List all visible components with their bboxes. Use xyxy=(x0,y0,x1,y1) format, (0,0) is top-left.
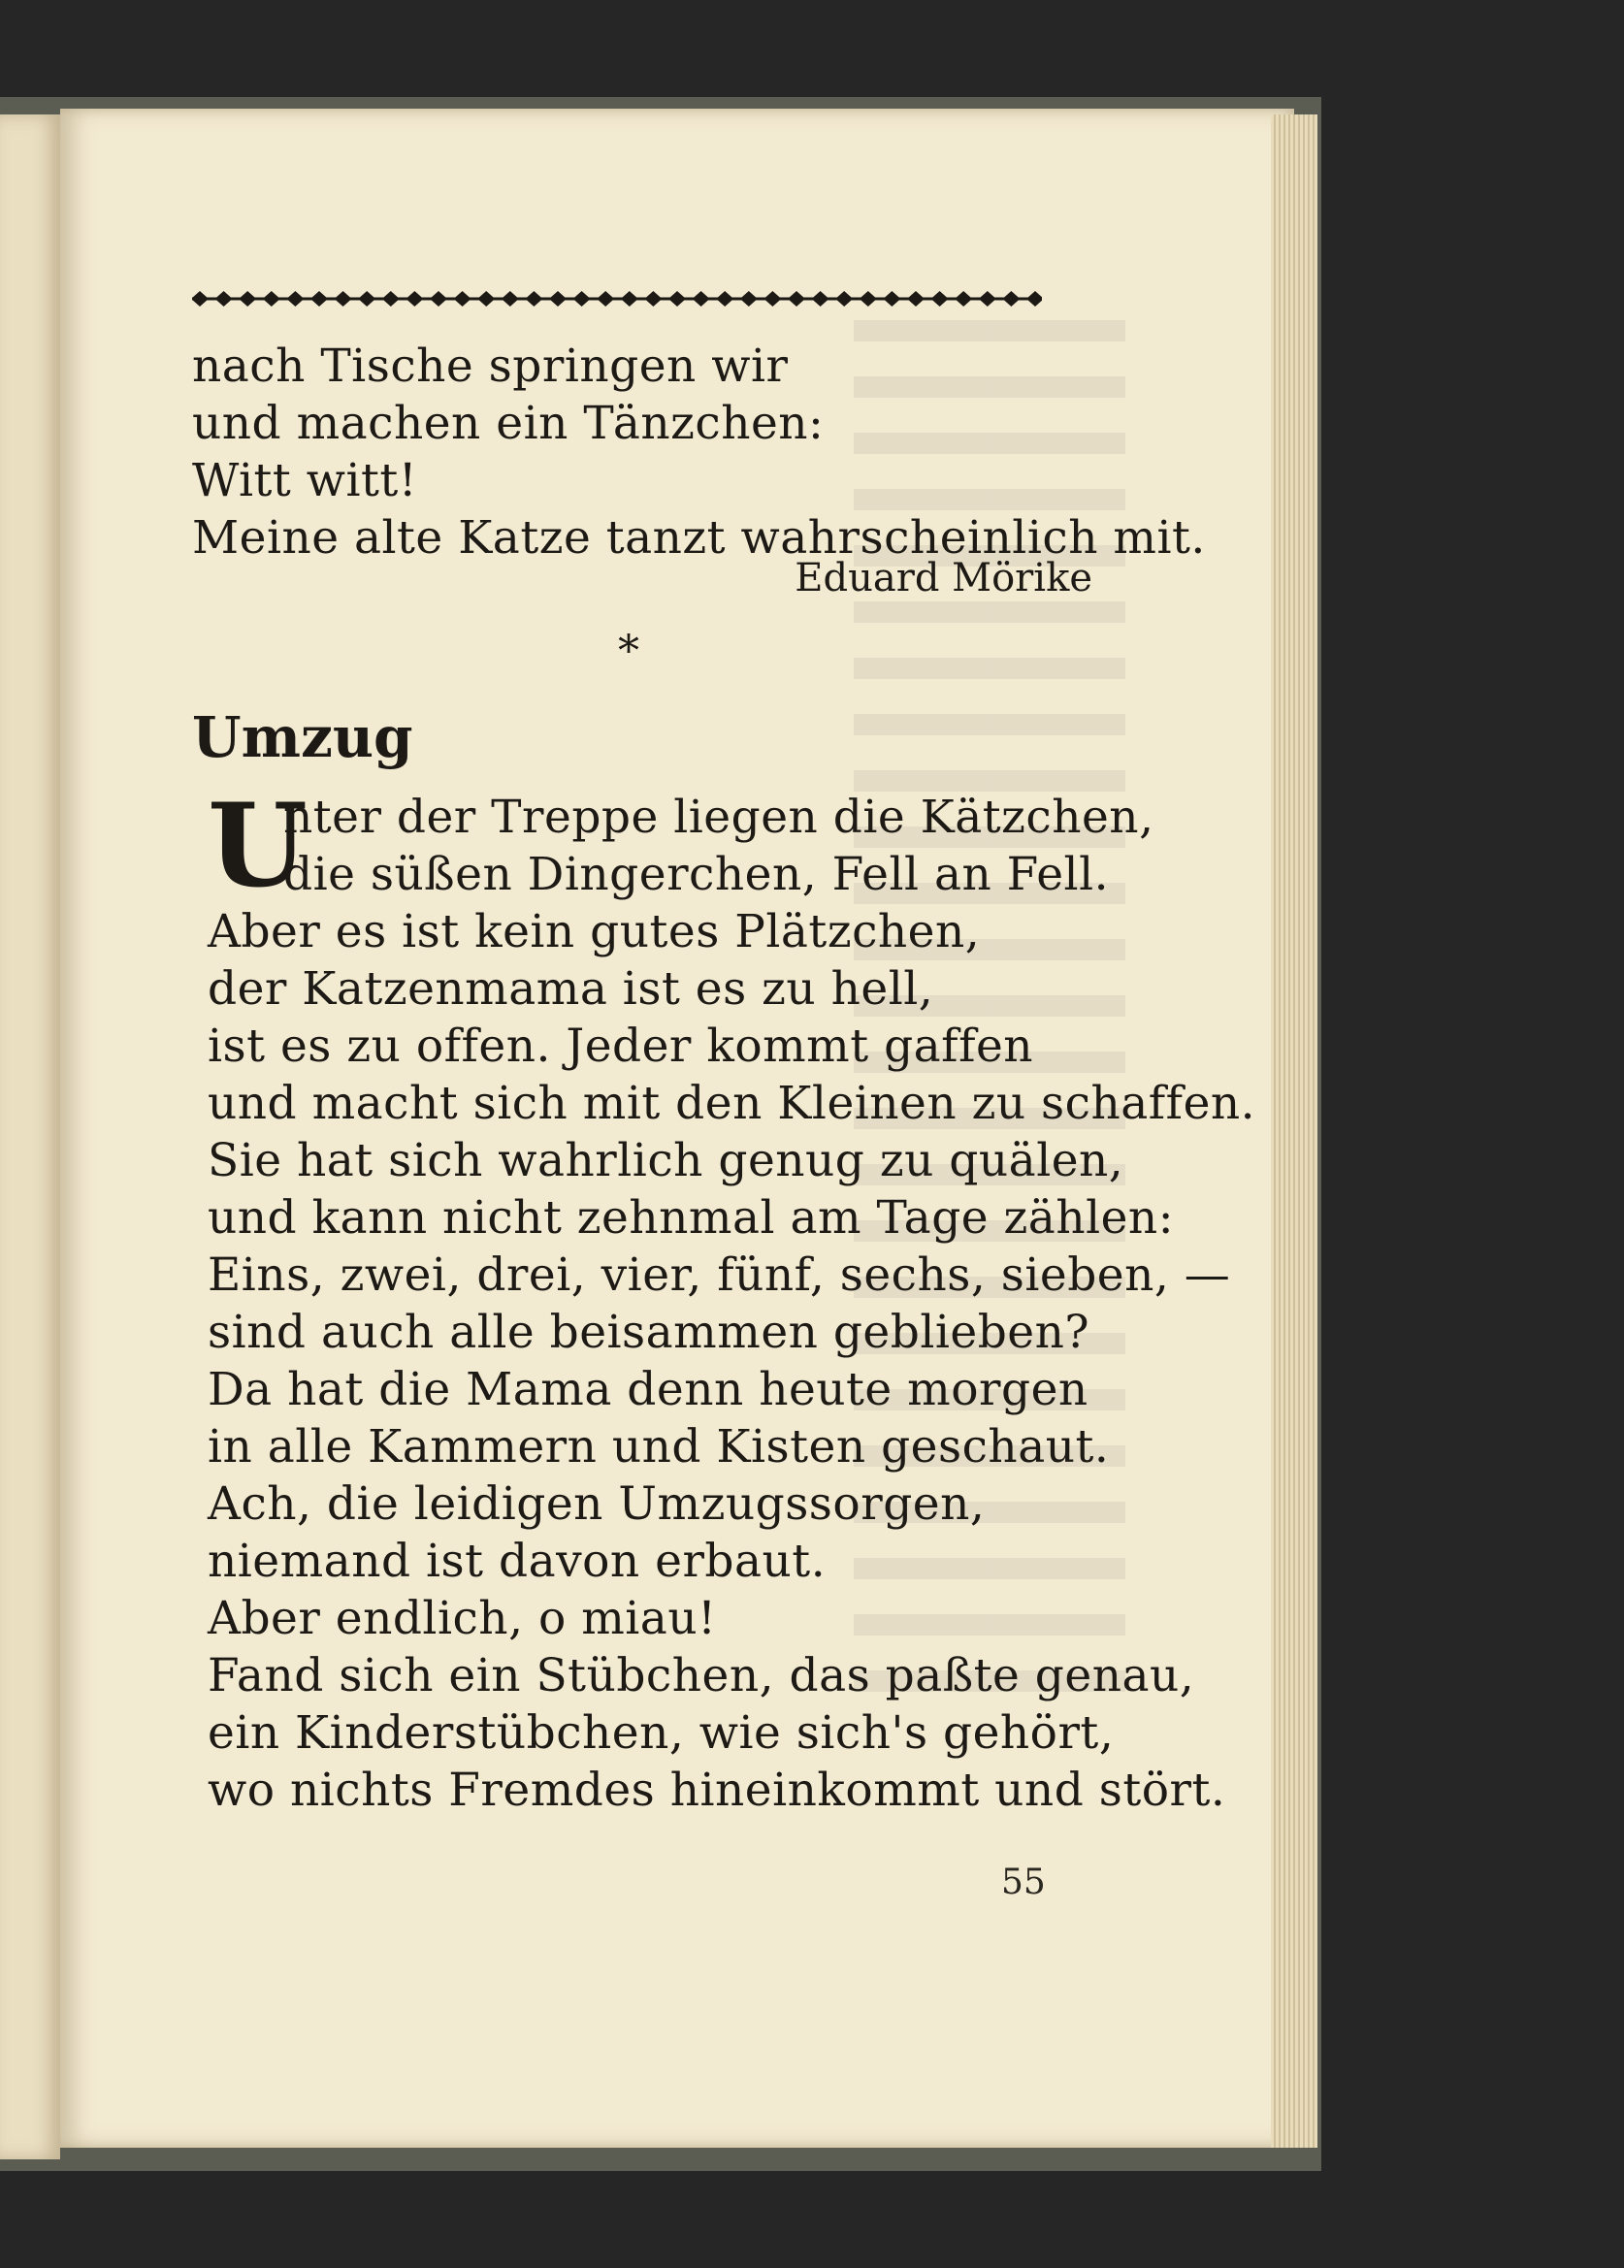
rule-diamond xyxy=(502,291,519,307)
rule-diamond xyxy=(286,291,304,307)
rule-diamond xyxy=(1026,291,1042,307)
page-stack-edge xyxy=(1271,114,1317,2148)
rule-diamond xyxy=(192,291,209,307)
rule-diamond xyxy=(335,291,352,307)
rule-diamond xyxy=(883,291,900,307)
rule-diamond xyxy=(788,291,805,307)
left-page-edge xyxy=(0,114,60,2159)
rule-diamond xyxy=(358,291,375,307)
verse-line: Fand sich ein Stübchen, das paßte genau, xyxy=(208,1649,1195,1702)
rule-diamond xyxy=(931,291,949,307)
rule-diamond xyxy=(955,291,972,307)
rule-diamond xyxy=(310,291,328,307)
rule-diamond xyxy=(477,291,495,307)
rule-diamond xyxy=(263,291,280,307)
rule-diamond xyxy=(573,291,591,307)
poem-body xyxy=(208,778,1256,1819)
section-separator: * xyxy=(618,627,639,676)
rule-diamond xyxy=(597,291,614,307)
verse-line: Aber endlich, o miau! xyxy=(208,1592,717,1645)
author-signature: Eduard Mörike xyxy=(795,556,1092,600)
verse-line: und macht sich mit den Kleinen zu schaffen. xyxy=(208,1077,1256,1130)
verse-line: der Katzenmama ist es zu hell, xyxy=(208,962,934,1016)
rule-diamond xyxy=(430,291,447,307)
verse-line: wo nichts Fremdes hineinkommt und stört. xyxy=(208,1764,1226,1817)
rule-diamond xyxy=(215,291,233,307)
drop-cap: U xyxy=(208,778,309,913)
rule-diamond xyxy=(549,291,567,307)
verse-line: Aber es ist kein gutes Plätzchen, xyxy=(208,905,981,958)
rule-diamond xyxy=(239,291,256,307)
rule-diamond xyxy=(406,291,423,307)
verse-line: Eins, zwei, drei, vier, fünf, sechs, sieben, — xyxy=(208,1248,1231,1302)
rule-diamond xyxy=(454,291,471,307)
rule-diamond xyxy=(621,291,638,307)
rule-diamond xyxy=(693,291,710,307)
ornamental-rule xyxy=(192,281,1042,316)
rule-diamond xyxy=(907,291,925,307)
verse-line: Witt witt! xyxy=(192,454,418,507)
verse-line: sind auch alle beisammen geblieben? xyxy=(208,1306,1090,1359)
rule-diamond xyxy=(740,291,758,307)
verse-line: ein Kinderstübchen, wie sich's gehört, xyxy=(208,1706,1115,1760)
rule-diamond xyxy=(812,291,829,307)
verse-line: nach Tische springen wir xyxy=(192,340,789,393)
verse-line: in alle Kammern und Kisten geschaut. xyxy=(208,1420,1110,1474)
verse-line: Da hat die Mama denn heute morgen xyxy=(208,1363,1088,1416)
rule-diamond xyxy=(716,291,733,307)
verse-line: Ach, die leidigen Umzugssorgen, xyxy=(208,1477,986,1531)
rule-diamond xyxy=(525,291,542,307)
verse-line: Sie hat sich wahrlich genug zu quälen, xyxy=(208,1134,1124,1187)
rule-diamond xyxy=(763,291,781,307)
rule-diamond xyxy=(668,291,686,307)
verse-line: Meine alte Katze tanzt wahrscheinlich mit. xyxy=(192,511,1206,565)
verse-line: ist es zu offen. Jeder kommt gaffen xyxy=(208,1020,1034,1073)
rule-diamond xyxy=(644,291,662,307)
verse-line: niemand ist davon erbaut. xyxy=(208,1535,827,1588)
text-block xyxy=(192,338,1256,1817)
rule-diamond xyxy=(1002,291,1020,307)
rule-diamond xyxy=(860,291,877,307)
verse-line: die süßen Dingerchen, Fell an Fell. xyxy=(283,848,1110,901)
rule-diamond xyxy=(835,291,853,307)
rule-diamond xyxy=(382,291,400,307)
rule-diamond xyxy=(979,291,996,307)
verse-line: und machen ein Tänzchen: xyxy=(192,397,825,450)
opening-stanza xyxy=(192,338,1206,567)
verse-line: und kann nicht zehnmal am Tage zählen: xyxy=(208,1191,1175,1245)
poem-title: Umzug xyxy=(192,704,413,770)
verse-text: nter der Treppe liegen die Kätzchen, xyxy=(283,791,1154,844)
page-number: 55 xyxy=(1001,1863,1046,1902)
